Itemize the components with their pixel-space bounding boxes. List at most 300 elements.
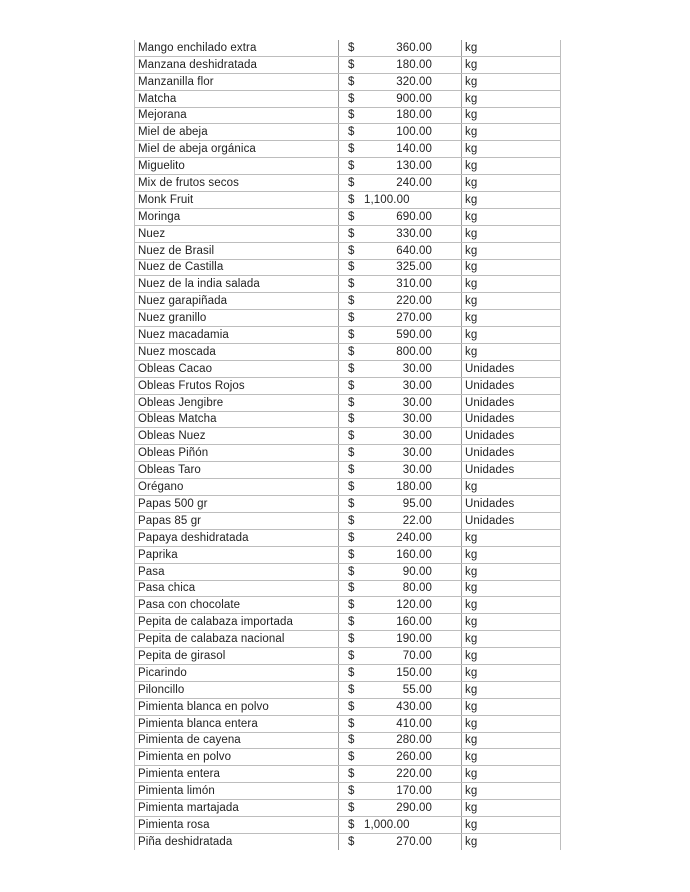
currency-symbol: $	[348, 447, 355, 460]
product-name-cell: Pepita de calabaza nacional	[135, 631, 339, 648]
table-row	[135, 377, 561, 394]
price-amount: 430.00	[396, 700, 432, 713]
price-cell	[339, 208, 462, 225]
price-wrapper	[339, 615, 461, 630]
table-row	[135, 783, 561, 800]
unit-cell: kg	[462, 124, 561, 141]
table-row	[135, 597, 561, 614]
currency-symbol: $	[348, 396, 355, 409]
table-row	[135, 529, 561, 546]
table-row	[135, 90, 561, 107]
currency-symbol: $	[348, 362, 355, 375]
currency-symbol: $	[348, 464, 355, 477]
price-wrapper	[339, 700, 461, 715]
price-wrapper	[339, 142, 461, 157]
table-row	[135, 411, 561, 428]
unit-cell: kg	[462, 614, 561, 631]
currency-symbol: $	[348, 497, 355, 510]
price-amount: 220.00	[396, 768, 432, 781]
currency-symbol: $	[348, 160, 355, 173]
currency-symbol: $	[348, 413, 355, 426]
table-row	[135, 175, 561, 192]
currency-symbol: $	[348, 227, 355, 240]
table-row	[135, 192, 561, 209]
table-row	[135, 664, 561, 681]
unit-cell: kg	[462, 208, 561, 225]
table-row	[135, 445, 561, 462]
price-amount: 320.00	[396, 75, 432, 88]
price-amount: 160.00	[396, 616, 432, 629]
price-amount: 900.00	[396, 92, 432, 105]
price-wrapper	[339, 632, 461, 647]
product-name-cell: Obleas Nuez	[135, 428, 339, 445]
price-amount: 220.00	[396, 295, 432, 308]
price-amount: 80.00	[402, 582, 432, 595]
price-amount: 360.00	[396, 41, 432, 54]
unit-cell: Unidades	[462, 496, 561, 513]
price-amount: 100.00	[396, 126, 432, 139]
price-wrapper	[339, 108, 461, 123]
price-amount: 690.00	[396, 210, 432, 223]
currency-symbol: $	[348, 835, 355, 848]
unit-cell: kg	[462, 73, 561, 90]
unit-cell: kg	[462, 648, 561, 665]
price-amount: 270.00	[396, 835, 432, 848]
price-cell	[339, 175, 462, 192]
currency-symbol: $	[348, 177, 355, 190]
product-name-cell: Pimienta blanca en polvo	[135, 698, 339, 715]
unit-cell: Unidades	[462, 445, 561, 462]
unit-cell: kg	[462, 242, 561, 259]
currency-symbol: $	[348, 582, 355, 595]
price-wrapper	[339, 548, 461, 563]
unit-cell: kg	[462, 310, 561, 327]
price-cell	[339, 715, 462, 732]
currency-symbol: $	[348, 41, 355, 54]
price-amount: 590.00	[396, 329, 432, 342]
product-name-cell: Papas 85 gr	[135, 512, 339, 529]
unit-cell: kg	[462, 276, 561, 293]
currency-symbol: $	[348, 649, 355, 662]
currency-symbol: $	[348, 345, 355, 358]
price-cell	[339, 40, 462, 56]
price-wrapper	[339, 311, 461, 326]
price-cell	[339, 293, 462, 310]
price-wrapper	[339, 396, 461, 411]
price-wrapper	[339, 210, 461, 225]
price-amount: 170.00	[396, 785, 432, 798]
price-wrapper	[339, 598, 461, 613]
product-name-cell: Papaya deshidratada	[135, 529, 339, 546]
price-cell	[339, 614, 462, 631]
unit-cell: Unidades	[462, 462, 561, 479]
currency-symbol: $	[348, 751, 355, 764]
price-wrapper	[339, 767, 461, 782]
price-wrapper	[339, 497, 461, 512]
price-amount: 30.00	[402, 362, 432, 375]
price-amount: 330.00	[396, 227, 432, 240]
currency-symbol: $	[348, 210, 355, 223]
price-amount: 130.00	[396, 160, 432, 173]
table-row	[135, 681, 561, 698]
price-amount: 240.00	[396, 531, 432, 544]
unit-cell: kg	[462, 107, 561, 124]
price-amount: 22.00	[402, 514, 432, 527]
price-wrapper	[339, 784, 461, 799]
product-name-cell: Nuez moscada	[135, 344, 339, 361]
price-cell	[339, 124, 462, 141]
currency-symbol: $	[348, 801, 355, 814]
table-row	[135, 73, 561, 90]
table-row	[135, 766, 561, 783]
price-amount: 30.00	[402, 430, 432, 443]
currency-symbol: $	[348, 514, 355, 527]
unit-cell: kg	[462, 327, 561, 344]
unit-cell: kg	[462, 563, 561, 580]
price-wrapper	[339, 733, 461, 748]
product-name-cell: Miel de abeja	[135, 124, 339, 141]
price-wrapper	[339, 514, 461, 529]
unit-cell: kg	[462, 175, 561, 192]
unit-cell: kg	[462, 225, 561, 242]
currency-symbol: $	[348, 329, 355, 342]
unit-cell: kg	[462, 90, 561, 107]
price-amount: 800.00	[396, 345, 432, 358]
price-amount: 325.00	[396, 261, 432, 274]
table-row	[135, 749, 561, 766]
unit-cell: kg	[462, 664, 561, 681]
price-cell	[339, 529, 462, 546]
price-amount: 180.00	[396, 58, 432, 71]
price-cell	[339, 563, 462, 580]
price-wrapper	[339, 92, 461, 107]
price-wrapper	[339, 277, 461, 292]
price-amount: 140.00	[396, 143, 432, 156]
price-cell	[339, 411, 462, 428]
product-name-cell: Moringa	[135, 208, 339, 225]
table-row	[135, 428, 561, 445]
price-amount: 90.00	[402, 565, 432, 578]
currency-symbol: $	[348, 599, 355, 612]
price-cell	[339, 327, 462, 344]
price-wrapper	[339, 835, 461, 850]
unit-cell: kg	[462, 56, 561, 73]
unit-cell: kg	[462, 40, 561, 56]
table-row	[135, 310, 561, 327]
product-name-cell: Pepita de calabaza importada	[135, 614, 339, 631]
price-amount: 150.00	[396, 666, 432, 679]
table-row	[135, 715, 561, 732]
price-cell	[339, 445, 462, 462]
product-name-cell: Pasa con chocolate	[135, 597, 339, 614]
price-wrapper	[339, 666, 461, 681]
price-wrapper	[339, 463, 461, 478]
price-cell	[339, 310, 462, 327]
table-row	[135, 462, 561, 479]
price-cell	[339, 766, 462, 783]
unit-cell: Unidades	[462, 411, 561, 428]
price-wrapper	[339, 480, 461, 495]
product-name-cell: Obleas Taro	[135, 462, 339, 479]
price-wrapper	[339, 412, 461, 427]
price-wrapper	[339, 379, 461, 394]
price-amount: 410.00	[396, 717, 432, 730]
currency-symbol: $	[348, 295, 355, 308]
table-row	[135, 698, 561, 715]
price-wrapper	[339, 649, 461, 664]
price-cell	[339, 377, 462, 394]
price-cell	[339, 107, 462, 124]
product-name-cell: Manzanilla flor	[135, 73, 339, 90]
price-wrapper	[339, 244, 461, 259]
currency-symbol: $	[348, 379, 355, 392]
price-cell	[339, 479, 462, 496]
price-wrapper	[339, 328, 461, 343]
price-wrapper	[339, 193, 461, 208]
product-name-cell: Nuez granillo	[135, 310, 339, 327]
unit-cell: Unidades	[462, 360, 561, 377]
currency-symbol: $	[348, 700, 355, 713]
product-name-cell: Pimienta blanca entera	[135, 715, 339, 732]
product-name-cell: Nuez garapiñada	[135, 293, 339, 310]
unit-cell: kg	[462, 259, 561, 276]
price-wrapper	[339, 446, 461, 461]
price-amount: 1,100.00	[364, 193, 410, 206]
currency-symbol: $	[348, 548, 355, 561]
price-cell	[339, 276, 462, 293]
price-cell	[339, 648, 462, 665]
price-cell	[339, 664, 462, 681]
unit-cell: kg	[462, 749, 561, 766]
product-name-cell: Paprika	[135, 546, 339, 563]
price-wrapper	[339, 429, 461, 444]
unit-cell: kg	[462, 141, 561, 158]
currency-symbol: $	[348, 193, 355, 206]
price-amount: 240.00	[396, 177, 432, 190]
price-wrapper	[339, 581, 461, 596]
table-row	[135, 563, 561, 580]
table-row	[135, 496, 561, 513]
price-cell	[339, 698, 462, 715]
currency-symbol: $	[348, 109, 355, 122]
price-cell	[339, 631, 462, 648]
table-row	[135, 344, 561, 361]
product-name-cell: Piloncillo	[135, 681, 339, 698]
table-row	[135, 479, 561, 496]
price-wrapper	[339, 345, 461, 360]
product-name-cell: Obleas Piñón	[135, 445, 339, 462]
price-amount: 280.00	[396, 734, 432, 747]
price-cell	[339, 90, 462, 107]
price-cell	[339, 428, 462, 445]
price-cell	[339, 496, 462, 513]
unit-cell: kg	[462, 816, 561, 833]
currency-symbol: $	[348, 143, 355, 156]
table-row	[135, 360, 561, 377]
price-wrapper	[339, 818, 461, 833]
price-cell	[339, 56, 462, 73]
table-row	[135, 56, 561, 73]
price-amount: 30.00	[402, 379, 432, 392]
unit-cell: kg	[462, 580, 561, 597]
currency-symbol: $	[348, 244, 355, 257]
unit-cell: Unidades	[462, 512, 561, 529]
currency-symbol: $	[348, 278, 355, 291]
unit-cell: kg	[462, 681, 561, 698]
product-name-cell: Pimienta entera	[135, 766, 339, 783]
table-row	[135, 512, 561, 529]
price-amount: 180.00	[396, 109, 432, 122]
product-name-cell: Mango enchilado extra	[135, 40, 339, 56]
price-amount: 160.00	[396, 548, 432, 561]
currency-symbol: $	[348, 92, 355, 105]
currency-symbol: $	[348, 785, 355, 798]
table-row	[135, 225, 561, 242]
product-name-cell: Pimienta de cayena	[135, 732, 339, 749]
unit-cell: kg	[462, 800, 561, 817]
price-cell	[339, 242, 462, 259]
product-name-cell: Papas 500 gr	[135, 496, 339, 513]
product-name-cell: Nuez de Brasil	[135, 242, 339, 259]
price-wrapper	[339, 717, 461, 732]
price-wrapper	[339, 58, 461, 73]
product-name-cell: Obleas Jengibre	[135, 394, 339, 411]
price-amount: 30.00	[402, 447, 432, 460]
product-name-cell: Matcha	[135, 90, 339, 107]
price-amount: 120.00	[396, 599, 432, 612]
currency-symbol: $	[348, 58, 355, 71]
price-amount: 30.00	[402, 464, 432, 477]
product-name-cell: Miel de abeja orgánica	[135, 141, 339, 158]
price-amount: 1,000.00	[364, 818, 410, 831]
unit-cell: Unidades	[462, 428, 561, 445]
price-cell	[339, 462, 462, 479]
currency-symbol: $	[348, 312, 355, 325]
currency-symbol: $	[348, 683, 355, 696]
table-row	[135, 293, 561, 310]
currency-symbol: $	[348, 430, 355, 443]
product-name-cell: Mix de frutos secos	[135, 175, 339, 192]
price-cell	[339, 681, 462, 698]
price-cell	[339, 141, 462, 158]
product-name-cell: Pepita de girasol	[135, 648, 339, 665]
price-amount: 260.00	[396, 751, 432, 764]
product-name-cell: Pimienta limón	[135, 783, 339, 800]
price-wrapper	[339, 531, 461, 546]
product-name-cell: Pimienta martajada	[135, 800, 339, 817]
price-wrapper	[339, 176, 461, 191]
price-cell	[339, 546, 462, 563]
unit-cell: kg	[462, 715, 561, 732]
price-cell	[339, 192, 462, 209]
price-amount: 310.00	[396, 278, 432, 291]
unit-cell: Unidades	[462, 394, 561, 411]
price-wrapper	[339, 294, 461, 309]
price-cell	[339, 73, 462, 90]
price-cell	[339, 225, 462, 242]
currency-symbol: $	[348, 616, 355, 629]
product-name-cell: Nuez de Castilla	[135, 259, 339, 276]
price-cell	[339, 344, 462, 361]
unit-cell: kg	[462, 597, 561, 614]
price-cell	[339, 158, 462, 175]
price-amount: 640.00	[396, 244, 432, 257]
price-wrapper	[339, 260, 461, 275]
price-amount: 270.00	[396, 312, 432, 325]
price-cell	[339, 360, 462, 377]
unit-cell: kg	[462, 732, 561, 749]
price-amount: 30.00	[402, 413, 432, 426]
product-name-cell: Obleas Matcha	[135, 411, 339, 428]
price-amount: 95.00	[402, 497, 432, 510]
product-name-cell: Pasa	[135, 563, 339, 580]
price-wrapper	[339, 41, 461, 56]
price-amount: 30.00	[402, 396, 432, 409]
table-row	[135, 124, 561, 141]
product-name-cell: Pasa chica	[135, 580, 339, 597]
unit-cell: kg	[462, 698, 561, 715]
product-name-cell: Piña deshidratada	[135, 833, 339, 849]
table-row	[135, 546, 561, 563]
table-row	[135, 580, 561, 597]
price-wrapper	[339, 750, 461, 765]
price-wrapper	[339, 227, 461, 242]
product-name-cell: Obleas Cacao	[135, 360, 339, 377]
table-row	[135, 158, 561, 175]
table-row	[135, 631, 561, 648]
table-row	[135, 107, 561, 124]
table-row	[135, 208, 561, 225]
price-wrapper	[339, 565, 461, 580]
price-wrapper	[339, 801, 461, 816]
product-name-cell: Nuez	[135, 225, 339, 242]
table-row	[135, 614, 561, 631]
price-cell	[339, 512, 462, 529]
price-wrapper	[339, 159, 461, 174]
price-amount: 70.00	[402, 649, 432, 662]
currency-symbol: $	[348, 633, 355, 646]
product-name-cell: Mejorana	[135, 107, 339, 124]
currency-symbol: $	[348, 531, 355, 544]
table-row	[135, 327, 561, 344]
currency-symbol: $	[348, 768, 355, 781]
price-cell	[339, 816, 462, 833]
product-name-cell: Monk Fruit	[135, 192, 339, 209]
price-cell	[339, 394, 462, 411]
price-wrapper	[339, 125, 461, 140]
price-wrapper	[339, 362, 461, 377]
price-cell	[339, 259, 462, 276]
price-cell	[339, 800, 462, 817]
product-name-cell: Pimienta rosa	[135, 816, 339, 833]
table-row	[135, 394, 561, 411]
price-wrapper	[339, 75, 461, 90]
currency-symbol: $	[348, 565, 355, 578]
product-name-cell: Nuez macadamia	[135, 327, 339, 344]
product-name-cell: Pimienta en polvo	[135, 749, 339, 766]
price-amount: 290.00	[396, 801, 432, 814]
currency-symbol: $	[348, 818, 355, 831]
currency-symbol: $	[348, 734, 355, 747]
unit-cell: kg	[462, 766, 561, 783]
table-row	[135, 242, 561, 259]
price-cell	[339, 749, 462, 766]
price-amount: 180.00	[396, 481, 432, 494]
table-row	[135, 732, 561, 749]
product-name-cell: Miguelito	[135, 158, 339, 175]
unit-cell: kg	[462, 293, 561, 310]
table-row	[135, 833, 561, 849]
